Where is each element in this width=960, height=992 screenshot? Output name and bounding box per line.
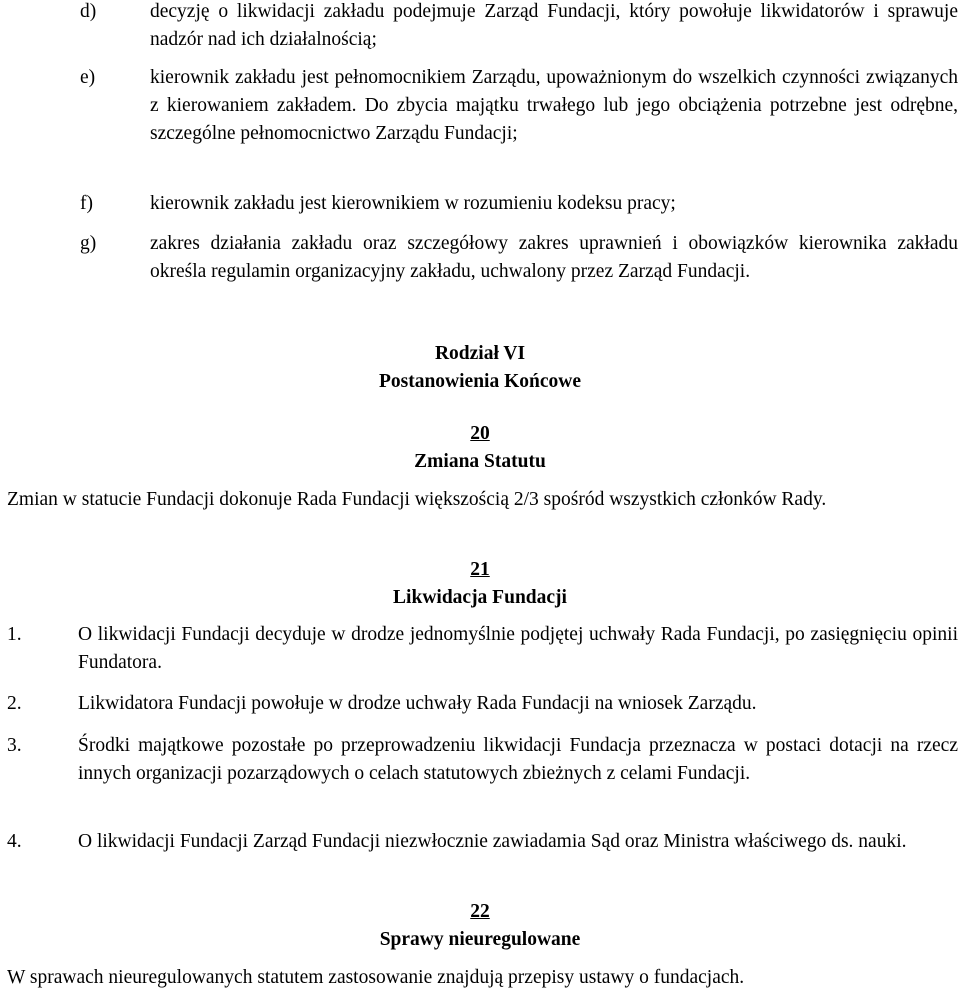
item-label: 3. <box>7 735 22 756</box>
section-paragraph: Zmian w statucie Fundacji dokonuje Rada Fundacji większością 2/3 spośród wszystkich członków Rady. <box>7 489 827 510</box>
item-label: f) <box>80 193 93 214</box>
item-label: 1. <box>7 624 22 645</box>
item-text: Likwidatora Fundacji powołuje w drodze uchwały Rada Fundacji na wniosek Zarządu. <box>78 693 757 714</box>
item-text: kierownik zakładu jest pełnomocnikiem Zarządu, upoważnionym do wszelkich czynności związanych z kierowaniem zakładem. Do zbycia majątku trwałego lub jego obciążenia potrzebne jest odrębne, szczególne pełnomocnictwo Zarządu Fundacji; <box>150 67 958 144</box>
section-number-text: 21 <box>470 559 490 580</box>
section-title: Sprawy nieuregulowane <box>379 929 581 950</box>
item-label: e) <box>80 67 96 88</box>
chapter-subtitle: Postanowienia Końcowe <box>378 371 582 392</box>
section-paragraph: W sprawach nieuregulowanych statutem zastosowanie znajdują przepisy ustawy o fundacjach. <box>7 967 745 988</box>
section-number <box>0 898 960 926</box>
section-number <box>0 420 960 448</box>
section-number <box>0 556 960 584</box>
item-label: 2. <box>7 693 22 714</box>
item-text: kierownik zakładu jest kierownikiem w rozumieniu kodeksu pracy; <box>150 193 676 214</box>
item-label: 4. <box>7 831 22 852</box>
section-number-text: 22 <box>470 901 490 922</box>
section-title: Zmiana Statutu <box>414 451 546 472</box>
section-title: Likwidacja Fundacji <box>393 587 567 608</box>
item-text: O likwidacji Fundacji decyduje w drodze jednomyślnie podjętej uchwały Rada Fundacji, po zasięgnięciu opinii Fundatora. <box>78 624 958 673</box>
item-text: Środki majątkowe pozostałe po przeprowadzeniu likwidacji Fundacja przeznacza w postaci dotacji na rzecz innych organizacji pozarządowych o celach statutowych zbieżnych z celami Fundacji. <box>78 735 958 784</box>
chapter-title: Rodział VI <box>434 343 526 364</box>
item-text: O likwidacji Fundacji Zarząd Fundacji niezwłocznie zawiadamia Sąd oraz Ministra właściwego ds. nauki. <box>78 831 907 852</box>
item-text: zakres działania zakładu oraz szczegółowy zakres uprawnień i obowiązków kierownika zakładu określa regulamin organizacyjny zakładu, uchwalony przez Zarząd Fundacji. <box>150 233 958 282</box>
item-label: g) <box>80 233 97 254</box>
section-number-text: 20 <box>470 423 490 444</box>
item-text: decyzję o likwidacji zakładu podejmuje Zarząd Fundacji, który powołuje likwidatorów i sprawuje nadzór nad ich działalnością; <box>150 1 958 50</box>
item-label: d) <box>80 1 97 22</box>
